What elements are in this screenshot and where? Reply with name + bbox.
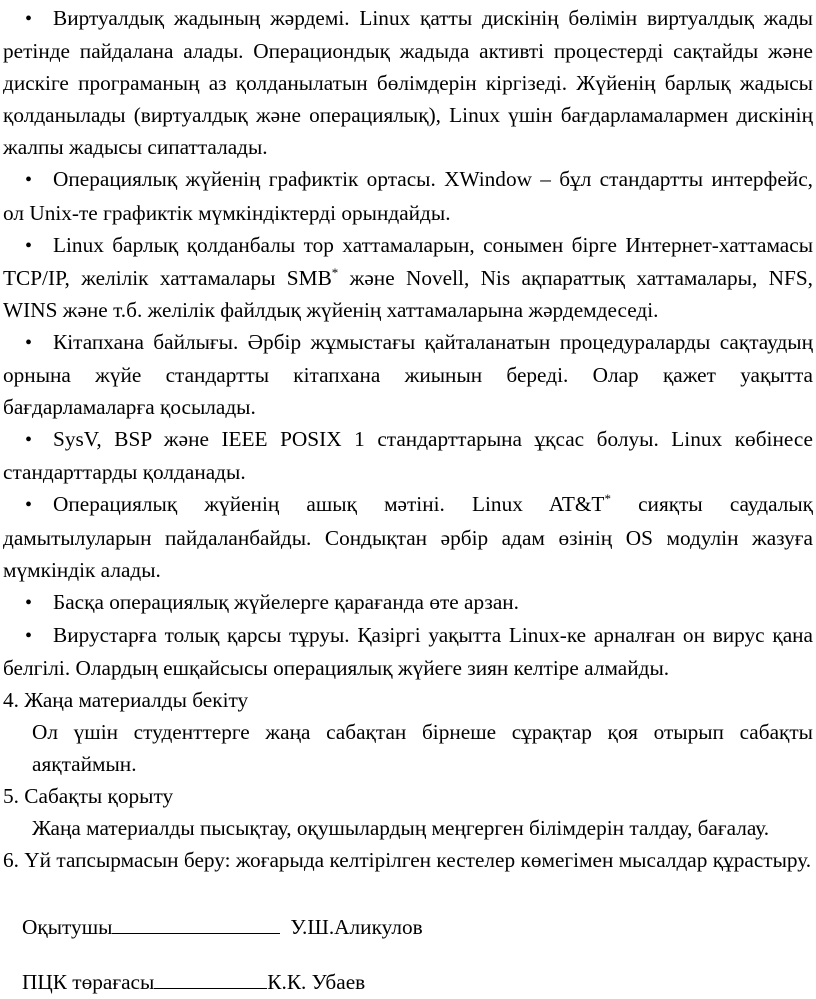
section-heading: 4. Жаңа материалды бекіту xyxy=(3,687,249,712)
homework-item: 6. Үй тапсырмасын беру: жоғарыда келтірілген кестелер көмегімен мысалдар құрастыру. xyxy=(3,848,812,873)
bullet-icon: • xyxy=(25,169,33,192)
bullet-icon: • xyxy=(25,624,33,647)
signature-underline xyxy=(112,911,280,934)
chair-signature-line xyxy=(22,966,365,998)
list-item: • Операциялық жүйенің графиктік ортасы. XWindow – бұл стандартты интерфейс, ол Unix-те графиктік мүмкіндіктерді орындайды. xyxy=(3,163,813,228)
teacher-name: У.Ш.Аликулов xyxy=(290,915,423,939)
footnote-mark: * xyxy=(331,264,339,280)
footnote-mark: * xyxy=(604,491,611,507)
list-item: • Linux барлық қолданбалы тор хаттамаларын, сонымен бірге Интернет-хаттамасы TCP/IP, желілік хаттамалары SMB* және Novell, Nis ақпараттық хаттамалары, NFS, WINS және т.б. желілік файлдық жүйенің хаттамаларына жәрдемдеседі. xyxy=(3,229,813,326)
chair-name: К.К. Убаев xyxy=(267,970,366,994)
list-item: • Вирустарға толық қарсы тұруы. Қазіргі уақытта Linux-ке арналған он вирус қана белгілі. Олардың ешқайсысы операциялық жүйеге зиян келтіре алмайды. xyxy=(3,619,813,684)
teacher-label: Оқытушы xyxy=(22,915,113,939)
section-body: Ол үшін студенттерге жаңа сабақтан бірнеше сұрақтар қоя отырып сабақты аяқтаймын. xyxy=(32,720,813,777)
bullet-icon: • xyxy=(25,591,33,614)
list-item: • SysV, BSP және IEEE POSIX 1 стандарттарына ұқсас болуы. Linux көбінесе стандарттарды қолданады. xyxy=(3,423,813,488)
section-body: Жаңа материалды пысықтау, оқушылардың меңгерген білімдерін талдау, бағалау. xyxy=(32,816,770,841)
bullet-icon: • xyxy=(25,234,33,257)
list-item: • Операциялық жүйенің ашық мәтіні. Linux AT&T* сияқты саудалық дамытылуларын пайдаланбайды. Сондықтан әрбір адам өзінің OS модулін жазуға мүмкіндік алады. xyxy=(3,491,813,582)
teacher-signature-line xyxy=(22,911,423,943)
bullet-icon: • xyxy=(25,331,33,354)
bullet-icon: • xyxy=(25,8,33,30)
list-item: • Виртуалдық жадының жәрдемі. Linux қатты дискінің бөлімін виртуалдық жады ретінде пайдалана алады. Операциондық жадыда активті процестерді сақтайды және дискіге програманың аз қолданылатын бөлімдерін кіргізеді. Жүйенің барлық жадысы қолданылады (виртуалдық және операциялық), Linux үшін бағдарламалармен дискінің жалпы жадысы сипатталады. xyxy=(3,2,813,163)
bullet-icon: • xyxy=(25,494,33,517)
list-item: • Кітапхана байлығы. Әрбір жұмыстағы қайталанатын процедураларды сақтаудың орнына жүйе стандартты кітапхана жиынын береді. Олар қажет уақытта бағдарламаларға қосылады. xyxy=(3,326,813,423)
bullet-icon: • xyxy=(25,429,33,452)
list-item: • Басқа операциялық жүйелерге қарағанда өте арзан. xyxy=(3,586,813,619)
signature-underline xyxy=(154,966,267,989)
section-heading: 5. Сабақты қорыту xyxy=(3,784,174,809)
chair-label: ПЦК төрағасы xyxy=(22,970,155,994)
